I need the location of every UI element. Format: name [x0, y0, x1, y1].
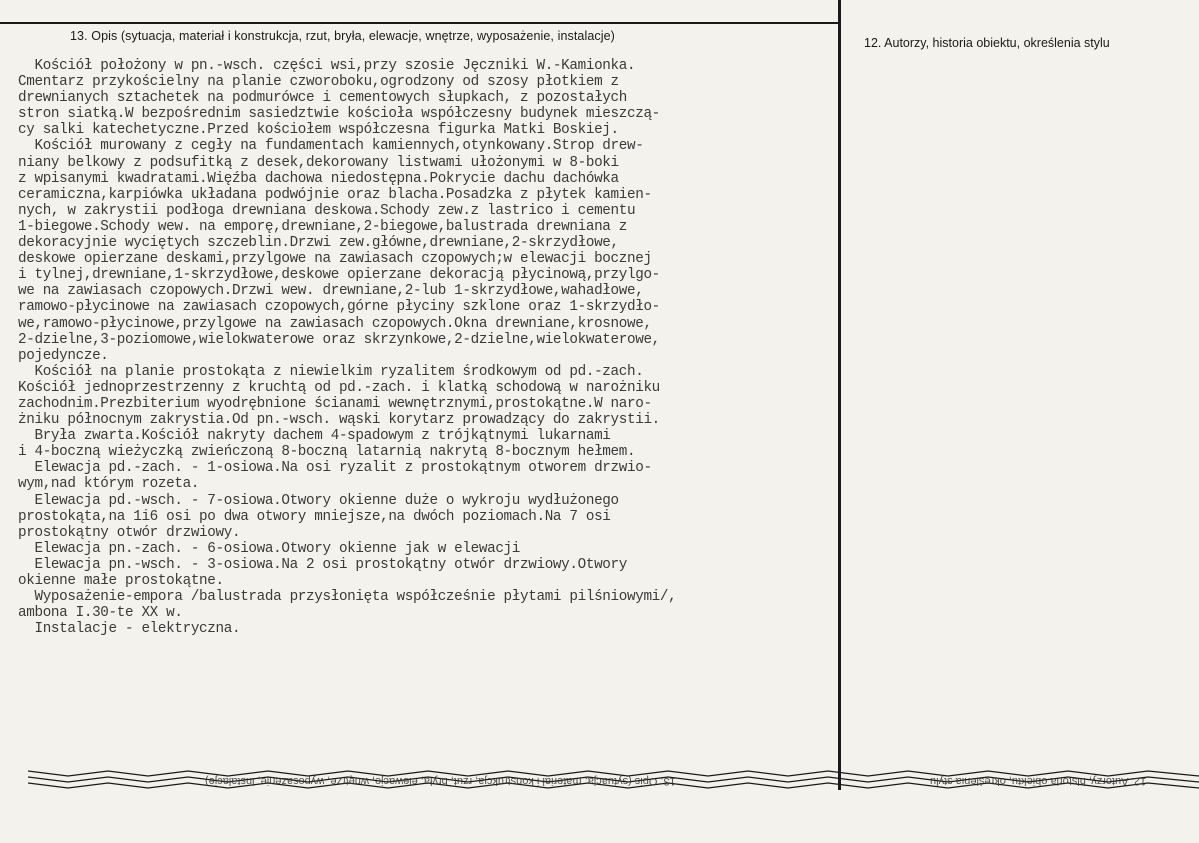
- column-divider: [838, 0, 841, 790]
- description-line: Kościół murowany z cegły na fundamentach kamiennych,otynkowany.Strop drew-: [18, 138, 644, 155]
- description-line: we,ramowo-płycinowe,przylgowe na zawiasach czopowych.Okna drewniane,krosnowe,: [18, 315, 652, 332]
- section-12-heading: 12. Autorzy, historia obiektu, określenia stylu: [864, 36, 1110, 50]
- description-line: Kościół na planie prostokąta z niewielkim ryzalitem środkowym od pd.-zach.: [18, 363, 644, 380]
- description-line: pojedyncze.: [18, 347, 109, 364]
- description-line: ceramiczna,karpiówka układana podwójnie oraz blacha.Posadzka z płytek kamien-: [18, 186, 652, 203]
- description-line: prostokąta,na 1i6 osi po dwa otwory mniejsze,na dwóch poziomach.Na 7 osi: [18, 508, 611, 525]
- description-line: ambona I.30-te XX w.: [18, 605, 183, 622]
- description-line: Instalacje - elektryczna.: [18, 621, 241, 638]
- description-line: deskowe opierzane deskami,przylgowe na zawiasach czopowych;w elewacji bocznej: [18, 251, 652, 268]
- description-line: Wyposażenie-empora /balustrada przysłonięta współcześnie płytami pilśniowymi/,: [18, 589, 677, 606]
- footer-mirrored-section-12: 12. Autorzy, historia obiektu, określenia stylu: [930, 775, 1147, 787]
- description-line: Elewacja pn.-wsch. - 3-osiowa.Na 2 osi prostokątny otwór drzwiowy.Otwory: [18, 556, 627, 573]
- description-line: Kościół jednoprzestrzenny z kruchtą od pd.-zach. i klatką schodową w narożniku: [18, 379, 660, 396]
- description-typewritten-text: [18, 58, 833, 637]
- description-line: Elewacja pd.-wsch. - 7-osiowa.Otwory okienne duże o wykroju wydłużonego: [18, 492, 619, 509]
- description-line: Cmentarz przykościelny na planie czworoboku,ogrodzony od szosy płotkiem z: [18, 74, 619, 91]
- description-line: zachodnim.Prezbiterium wyodrębnione ścianami wewnętrznymi,prostokątne.W naro-: [18, 395, 652, 412]
- description-line: wym,nad którym rozeta.: [18, 476, 200, 493]
- description-line: prostokątny otwór drzwiowy.: [18, 524, 241, 541]
- description-line: Bryła zwarta.Kościół nakryty dachem 4-spadowym z trójkątnymi lukarnami: [18, 428, 611, 445]
- description-line: ramowo-płycinowe na zawiasach czopowych,górne płyciny szklone oraz 1-skrzydło-: [18, 299, 660, 316]
- description-line: Kościół położony w pn.-wsch. części wsi,przy szosie Jęczniki W.-Kamionka.: [18, 58, 636, 74]
- section-13-heading: 13. Opis (sytuacja, materiał i konstrukcja, rzut, bryła, elewacje, wnętrze, wyposażenie, instalacje): [70, 29, 615, 43]
- description-line: cy salki katechetyczne.Przed kościołem współczesna figurka Matki Boskiej.: [18, 122, 619, 139]
- description-line: i 4-boczną wieżyczką zwieńczoną 8-boczną latarnią nakrytą 8-bocznym hełmem.: [18, 444, 636, 461]
- description-line: we na zawiasach czopowych.Drzwi wew. drewniane,2-lub 1-skrzydłowe,wahadłowe,: [18, 283, 644, 300]
- description-line: Elewacja pd.-zach. - 1-osiowa.Na osi ryzalit z prostokątnym otworem drzwio-: [18, 460, 652, 477]
- description-line: 2-dzielne,3-poziomowe,wielokwaterowe oraz skrzynkowe,2-dzielne,wielokwaterowe,: [18, 331, 660, 348]
- description-line: żniku północnym zakrystia.Od pn.-wsch. wąski korytarz prowadzący do zakrystii.: [18, 412, 660, 429]
- description-line: dekoracyjnie wyciętych szczeblin.Drzwi zew.główne,drewniane,2-skrzydłowe,: [18, 235, 619, 252]
- description-line: i tylnej,drewniane,1-skrzydłowe,deskowe opierzane dekoracją płycinową,przylgo-: [18, 267, 660, 284]
- header-top-rule: [0, 22, 838, 24]
- footer-mirrored-section-13: 13. Opis (sytuacja, materiał i konstrukcja, rzut, bryła, elewacje, wnętrze, wyposażenie, instalacje): [205, 775, 676, 787]
- description-line: z wpisanymi kwadratami.Więźba dachowa niedostępna.Pokrycie dachu dachówka: [18, 170, 619, 187]
- description-line: 1-biegowe.Schody wew. na emporę,drewniane,2-biegowe,balustrada drewniana z: [18, 218, 627, 235]
- description-line: stron siatką.W bezpośrednim sasiedztwie kościoła współczesny budynek mieszczą-: [18, 106, 660, 123]
- description-line: Elewacja pn.-zach. - 6-osiowa.Otwory okienne jak w elewacji: [18, 540, 521, 557]
- description-line: niany belkowy z podsufitką z desek,dekorowany listwami ułożonymi w 8-boki: [18, 154, 619, 171]
- description-line: okienne małe prostokątne.: [18, 573, 224, 589]
- description-line: nych, w zakrystii podłoga drewniana deskowa.Schody zew.z lastrico i cementu: [18, 202, 636, 219]
- description-line: drewnianych sztachetek na podmurówce i cementowych słupkach, z pozostałych: [18, 90, 627, 107]
